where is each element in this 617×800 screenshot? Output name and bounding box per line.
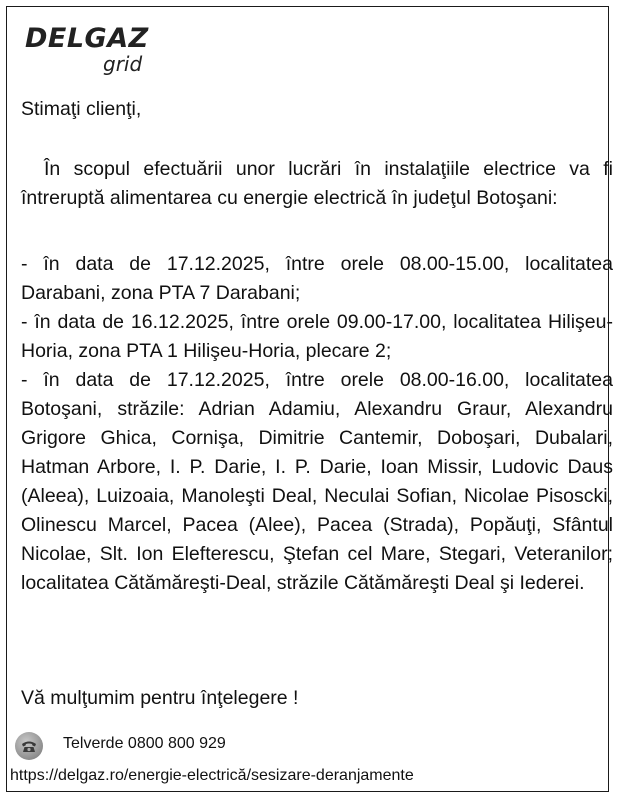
outage-item-hiliseu-horia: - în data de 16.12.2025, între orele 09.00-17.00, localitatea Hilişeu-Horia, zona PTA 1 Hilişeu-Horia, plecare 2; bbox=[21, 311, 613, 362]
outage-item-darabani: - în data de 17.12.2025, între orele 08.00-15.00, localitatea Darabani, zona PTA 7 Darabani; bbox=[21, 253, 613, 304]
delgaz-grid-logo bbox=[25, 23, 165, 79]
outage-list bbox=[21, 250, 613, 598]
phone-icon bbox=[15, 732, 43, 760]
logo-sub-text: grid bbox=[103, 52, 143, 76]
thanks-line: Vă mulţumim pentru înţelegere ! bbox=[21, 687, 299, 709]
outage-report-link[interactable]: https://delgaz.ro/energie-electrică/sesizare-deranjamente bbox=[10, 767, 414, 784]
greeting: Stimaţi clienţi, bbox=[21, 98, 142, 120]
phone-number: Telverde 0800 800 929 bbox=[63, 735, 226, 752]
logo-main-text: DELGAZ bbox=[25, 23, 149, 54]
notice-frame bbox=[6, 6, 613, 792]
intro-paragraph: În scopul efectuării unor lucrări în instalaţiile electrice va fi întreruptă alimentarea cu energie electrică în judeţul Botoşani: bbox=[21, 158, 613, 209]
outage-item-botosani: - în data de 17.12.2025, între orele 08.00-16.00, localitatea Botoşani, străzile: Adrian Adamiu, Alexandru Graur, Alexandru Grigore Ghica, Cornişa, Dimitrie Cantemir, Doboşari, Dubalari, Hatman Arbore, I. P. Darie, I. P. Darie, Ioan Missir, Ludovic Daus (Aleea), Luizoaia, Manoleşti Deal, Neculai Sofian, Nicolae Pisoscki, Olinescu Marcel, Pacea (Alee), Pacea (Strada), Popăuţi, Sfântul Nicolae, Slt. Ion Elefterescu, Ştefan cel Mare, Stegari, Veteranilor; localitatea Cătămăreşti-Deal, străzile Cătămăreşti Deal şi Iederei. bbox=[21, 369, 613, 594]
